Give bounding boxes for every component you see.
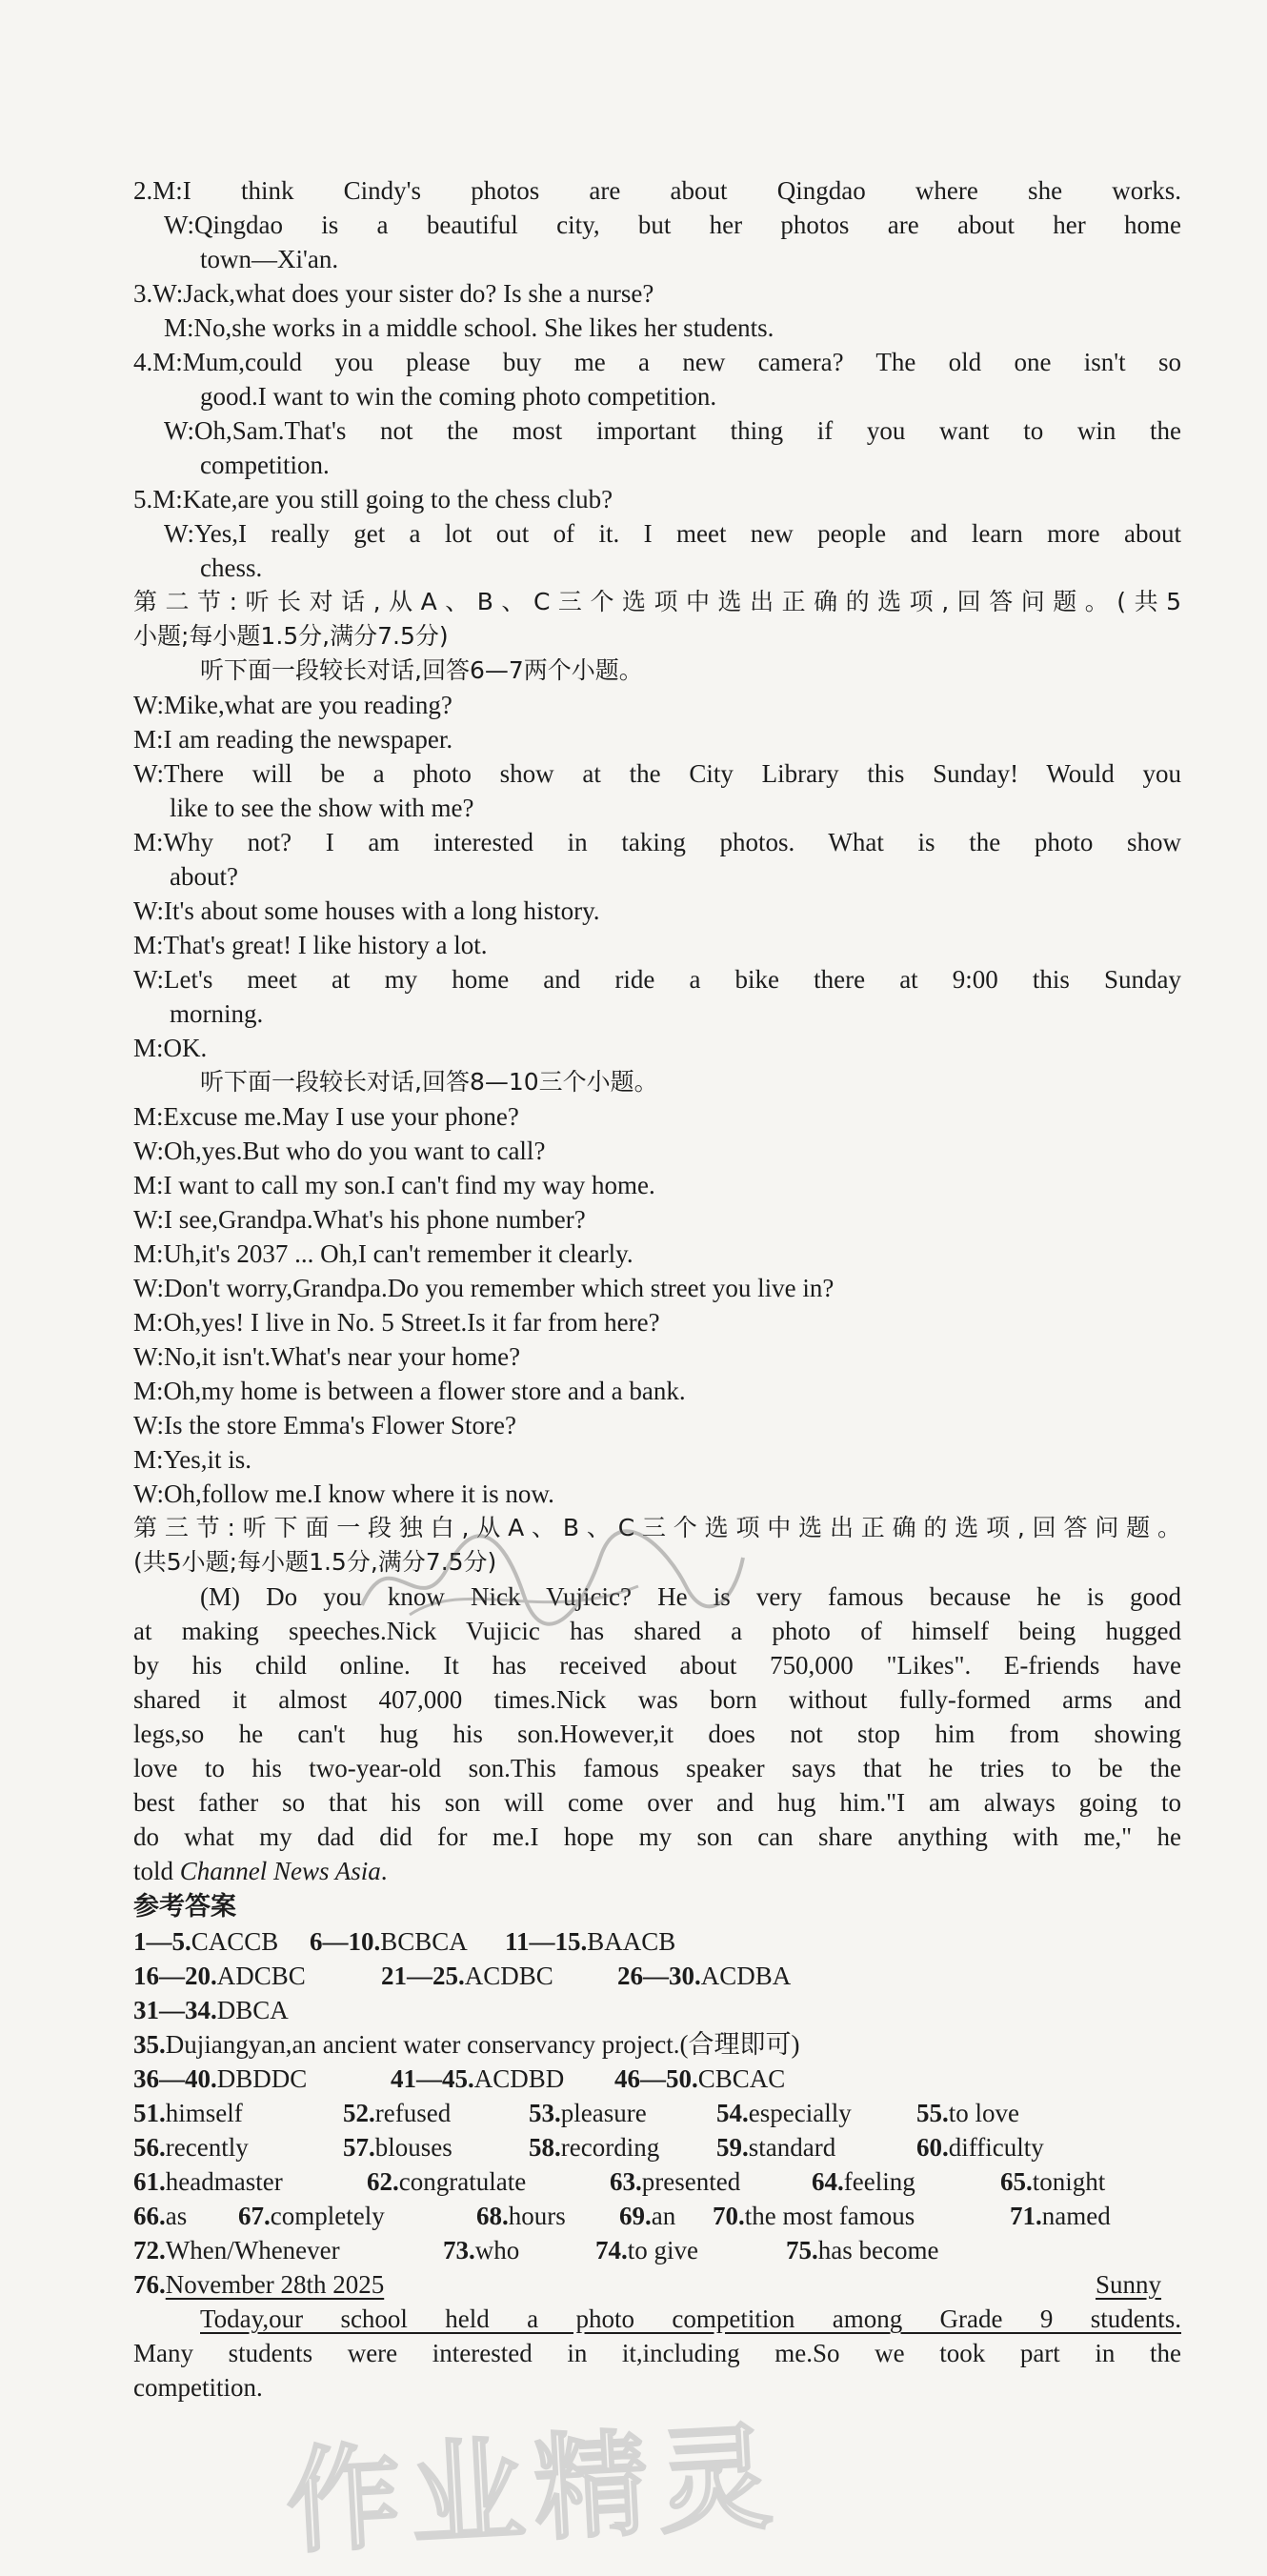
answer-row: 31—34.DBCA [133,1996,289,2024]
q4-man-cont: good.I want to win the coming photo competition. [200,382,717,411]
section2-heading: 第二节:听长对话,从A、B、C三个选项中选出正确的选项,回答问题。(共5 [133,588,1181,615]
q4-woman: W:Oh,Sam.That's not the most important thing if you want to win the [164,416,1181,445]
monologue-line: (M) Do you know Nick Vujicic? He is very famous because he is good [200,1582,1181,1611]
answer-row: 53.pleasure [529,2099,647,2127]
q3-woman: 3.W:Jack,what does your sister do? Is she a nurse? [133,279,654,308]
section3-heading: 第三节:听下面一段独白,从A、B、C三个选项中选出正确的选项,回答问题。 [133,1514,1181,1541]
answer-row: 68.hours [476,2202,566,2230]
answer-row: 60.difficulty [916,2133,1044,2162]
essay-line: Today,our school held a photo competition among Grade 9 students. [200,2304,1181,2333]
dialog2-line: W:I see,Grandpa.What's his phone number? [133,1205,586,1234]
essay-line: Many students were interested in it,including me.So we took part in the [133,2339,1181,2367]
answer-row: 52.refused [343,2099,452,2127]
answer-row: 6—10.BCBCA [310,1927,468,1956]
dialog2-line: M:I want to call my son.I can't find my way home. [133,1171,655,1199]
answer-row: 67.completely [238,2202,385,2230]
answer-key-title: 参考答案 [133,1892,236,1922]
section2-heading-cont: 小题;每小题1.5分,满分7.5分) [133,622,449,650]
dialog1-line: M:Why not? I am interested in taking photos. What is the photo show [133,828,1181,856]
answer-row: 56.recently [133,2133,249,2162]
answer-row: 70.the most famous [713,2202,915,2230]
monologue-line: at making speeches.Nick Vujicic has shared a photo of himself being hugged [133,1617,1181,1645]
answer-row: 63.presented [610,2167,741,2196]
monologue-line-last [133,1855,1181,1887]
answer-row: 11—15.BAACB [505,1927,676,1956]
answer-row: 26—30.ACDBA [617,1962,792,1990]
monologue-told: told [133,1857,174,1885]
dialog2-line: M:Uh,it's 2037 ... Oh,I can't remember it clearly. [133,1239,634,1268]
monologue-line: best father so that his son will come over and hug him."I am always going to [133,1788,1181,1817]
q2-man: 2.M:I think Cindy's photos are about Qingdao where she works. [133,176,1181,205]
monologue-line: shared it almost 407,000 times.Nick was born without fully-formed arms and [133,1685,1181,1714]
essay-line: competition. [133,2373,263,2402]
q5-woman: W:Yes,I really get a lot out of it. I meet new people and learn more about [164,519,1181,548]
dialog1-line: M:I am reading the newspaper. [133,725,453,754]
dialog2-line: M:Excuse me.May I use your phone? [133,1102,519,1131]
handwritten-signature-scribble [352,1519,753,1634]
monologue-line: legs,so he can't hug his son.However,it does not stop him from showing [133,1720,1181,1748]
q5-man: 5.M:Kate,are you still going to the chess club? [133,485,613,513]
answer-row: 54.especially [716,2099,852,2127]
monologue-line: by his child online. It has received about 750,000 "Likes". E-friends have [133,1651,1181,1680]
dialog1-line: W:Let's meet at my home and ride a bike there at 9:00 this Sunday [133,965,1181,994]
q2-woman: W:Qingdao is a beautiful city, but her photos are about her home [164,211,1181,239]
dialog1-line-cont: morning. [170,999,264,1028]
answer-row: 36—40.DBDDC [133,2064,308,2093]
dialog2-instruction: 听下面一段较长对话,回答8—10三个小题。 [200,1068,658,1096]
essay-date-line: 76.November 28th 2025 [133,2270,385,2299]
monologue-line: do what my dad did for me.I hope my son can share anything with me," he [133,1822,1181,1851]
dialog2-line: W:Don't worry,Grandpa.Do you remember which street you live in? [133,1274,835,1302]
answer-row: 62.congratulate [367,2167,527,2196]
dialog2-line: M:Oh,my home is between a flower store and a bank. [133,1377,686,1405]
answer-row: 46—50.CBCAC [614,2064,786,2093]
dialog1-line: M:OK. [133,1034,208,1062]
answer-row: 64.feeling [812,2167,915,2196]
answer-row: 59.standard [716,2133,836,2162]
dialog1-line: W:It's about some houses with a long history. [133,896,600,925]
q4-man: 4.M:Mum,could you please buy me a new camera? The old one isn't so [133,348,1181,376]
dialog2-line: W:No,it isn't.What's near your home? [133,1342,521,1371]
dialog2-line: W:Oh,follow me.I know where it is now. [133,1479,554,1508]
answer-row: 1—5.CACCB [133,1927,279,1956]
answer-row: 69.an [619,2202,676,2230]
monologue-line: love to his two-year-old son.This famous speaker says that he tries to be the [133,1754,1181,1782]
dialog1-instruction: 听下面一段较长对话,回答6—7两个小题。 [200,656,643,684]
answer-row: 72.When/Whenever [133,2236,340,2264]
q3-man: M:No,she works in a middle school. She likes her students. [164,313,774,342]
answer-row: 16—20.ADCBC [133,1962,306,1990]
q5-woman-cont: chess. [200,553,263,582]
answer-row: 66.as [133,2202,188,2230]
dialog2-line: W:Is the store Emma's Flower Store? [133,1411,517,1439]
dialog1-line: W:Mike,what are you reading? [133,691,452,719]
q4-woman-cont: competition. [200,451,330,479]
answer-row: 74.to give [595,2236,698,2264]
dialog1-line-cont: about? [170,862,238,891]
dialog2-line: M:Yes,it is. [133,1445,252,1474]
essay-weather: Sunny [1096,2270,1162,2299]
watermark-logo: 作业精灵 [283,2411,785,2570]
answer-row: 55.to love [916,2099,1019,2127]
answer-row: 51.himself [133,2099,243,2127]
answer-row: 65.tonight [1000,2167,1106,2196]
monologue-period: . [380,1857,388,1885]
dialog2-line: M:Oh,yes! I live in No. 5 Street.Is it far from here? [133,1308,660,1337]
answer-row: 75.has become [786,2236,939,2264]
dialog1-line-cont: like to see the show with me? [170,794,474,822]
answer-row: 21—25.ACDBC [381,1962,553,1990]
dialog1-line: M:That's great! I like history a lot. [133,931,488,959]
answer-row: 35.Dujiangyan,an ancient water conservancy project.(合理即可) [133,2030,800,2059]
answer-row: 58.recording [529,2133,660,2162]
answer-row: 57.blouses [343,2133,452,2162]
answer-row: 73.who [443,2236,520,2264]
answer-row: 71.named [1010,2202,1111,2230]
q2-woman-cont: town—Xi'an. [200,245,339,273]
answer-row: 61.headmaster [133,2167,283,2196]
dialog2-line: W:Oh,yes.But who do you want to call? [133,1137,546,1165]
answer-row: 41—45.ACDBD [391,2064,565,2093]
section3-heading-cont: (共5小题;每小题1.5分,满分7.5分) [133,1548,497,1576]
monologue-source: Channel News Asia [179,1857,381,1885]
dialog1-line: W:There will be a photo show at the City Library this Sunday! Would you [133,759,1181,788]
